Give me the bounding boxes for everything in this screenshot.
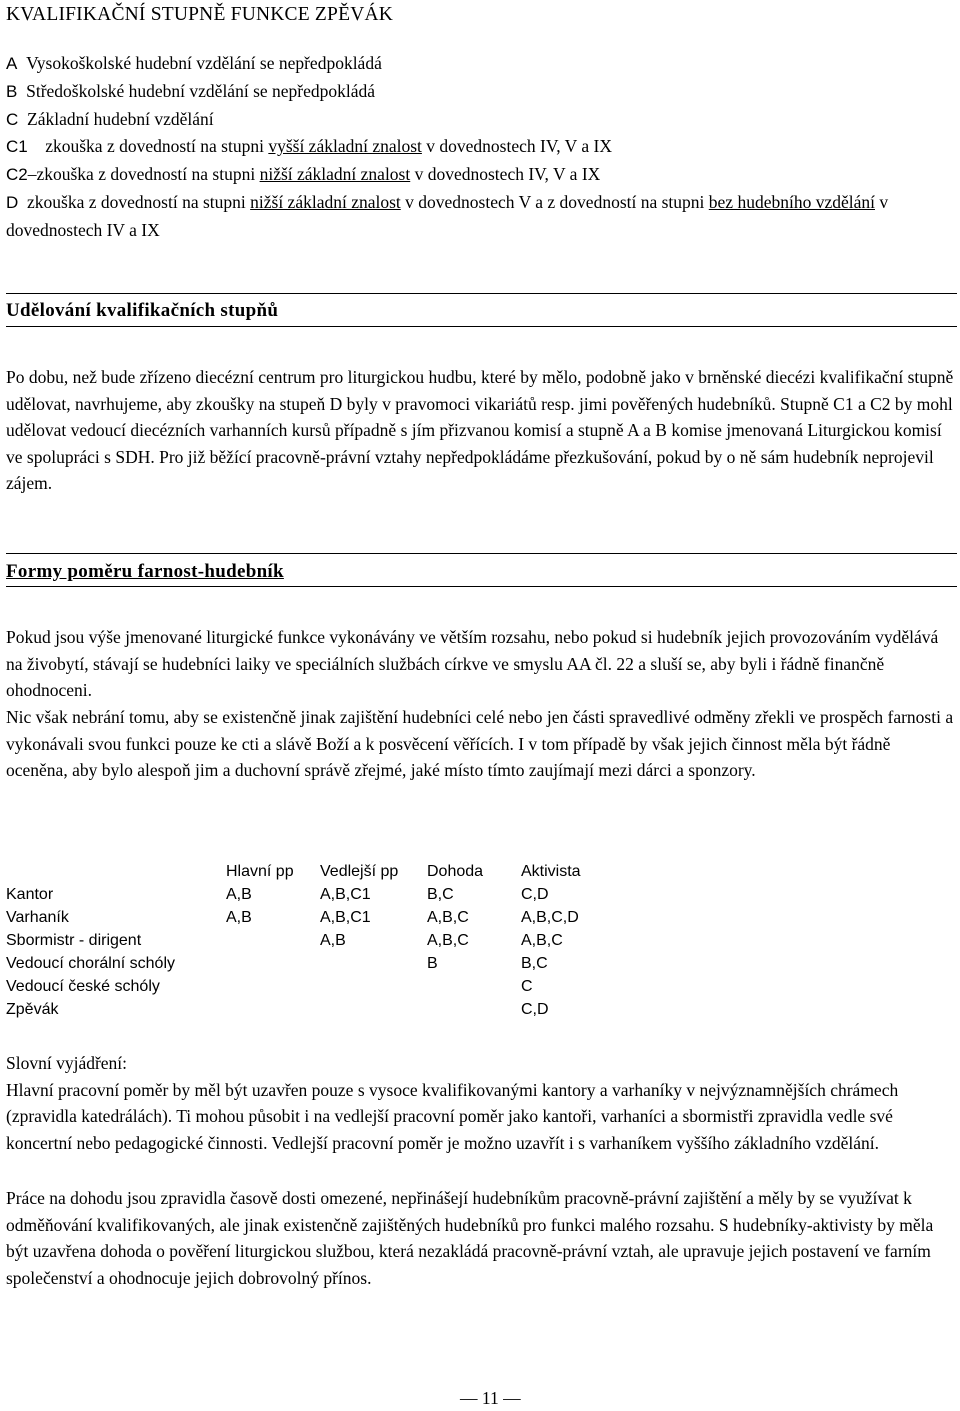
level-code: B (6, 81, 18, 101)
table-cell: A,B (320, 931, 346, 949)
level-text-post: v dovednostech IV, V a IX (410, 164, 601, 185)
table-cell: C,D (521, 1000, 549, 1018)
table-cell: Sbormistr - dirigent (6, 931, 142, 949)
table-header-cell: Vedlejší pp (320, 862, 399, 880)
verbal-heading: Slovní vyjádření: (6, 1053, 128, 1073)
level-text-pre: zkouška z dovedností na stupni (45, 136, 269, 157)
table-cell: A,B (226, 908, 252, 926)
table-cell (320, 952, 427, 975)
level-code: A (6, 54, 18, 73)
table-cell: A,B,C (427, 908, 469, 926)
level-text: Vysokoškolské hudební vzdělání se nepředpokládá (26, 53, 382, 73)
table-row (6, 998, 621, 1021)
table-cell: B,C (427, 885, 454, 903)
page-number-value: 11 (481, 1388, 499, 1408)
section-heading-forms-text: Formy poměru farnost-hudebník (6, 561, 284, 582)
level-text-post: v dovednostech IV a IX (6, 191, 889, 240)
level-c1 (6, 133, 954, 161)
table-header-row (6, 860, 621, 883)
forms-paragraph-2: Nic však nebrání tomu, aby se existenčně jinak zajištění hudebníci celé nebo jen části spravedlivé odměny zřekli ve prospěch farnosti a vykonávali svou funkci pouze ke cti a slávě Boží a k posvěcení věřících. I v tom případě by však jejich činnost měla být řádně oceněna, aby bylo alespoň jim a duchovní správě zřejmé, jaké místo tímto zaujímají mezi dárci a sponzory. (6, 707, 954, 781)
level-code: C (6, 109, 19, 129)
level-code: C1 (6, 137, 28, 157)
level-text: Středoškolské hudební vzdělání se nepředpokládá (26, 80, 376, 101)
table-row (6, 952, 621, 975)
table-cell: Kantor (6, 885, 54, 903)
level-text-underlined: nižší základní znalost (250, 191, 401, 212)
table-cell: Varhaník (6, 908, 69, 926)
table-row (6, 929, 621, 952)
level-a (6, 50, 954, 78)
table-cell (226, 975, 320, 998)
level-text-post: v dovednostech IV, V a IX (421, 136, 612, 157)
verbal-paragraph-2: Práce na dohodu jsou zpravidla časově dosti omezené, nepřinášejí hudebníkům pracovně-právní zajištění a měly by se využívat k odměňování kvalifikovaných, ale jinak existenčně zajištěných hudebníků pro funkci malého rozsahu. S hudebníky-aktivisty by měla být uzavřena dohoda o pověření liturgickou službou, která nezakládá pracovně-právní vztah, ale upravuje jejich postavení ve farním společenství a ohodnocuje jejich dobrovolný přínos. (6, 1188, 934, 1288)
table-cell: Zpěvák (6, 1000, 59, 1018)
level-code: C2 (6, 165, 28, 185)
table-cell (427, 998, 521, 1021)
level-c (6, 106, 954, 134)
table-cell: A,B,C,D (521, 908, 579, 926)
verbal-paragraph-1: Hlavní pracovní poměr by měl být uzavřen pouze s vysoce kvalifikovanými kantory a varhaníky v nejvýznamnějších chrámech (zpravidla katedrálách). Ti mohou působit i na vedlejší pracovní poměr jako kantoři, varhaníci a sbormistři zpravidla vedle své koncertní nebo pedagogické činnosti. Vedlejší pracovní poměr je možno uzavřít i s varhaníkem vyššího základního vzdělání. (6, 1079, 899, 1153)
table-cell: A,B,C1 (320, 908, 371, 926)
table-cell (226, 929, 320, 952)
page-number: — 11 — (460, 1388, 521, 1408)
document-title: KVALIFIKAČNÍ STUPNĚ FUNKCE ZPĚVÁK (6, 4, 394, 25)
table-cell: B,C (521, 954, 548, 972)
forms-paragraph-1: Pokud jsou výše jmenované liturgické funkce vykonávány ve větším rozsahu, nebo pokud si hudebník jejich provozováním vydělává na živobytí, stávají se hudebníci laiky ve speciálních službách církve ve smyslu AA čl. 22 a sluší se, aby byli i řádně finančně ohodnoceni. (6, 627, 939, 701)
table-header-cell: Aktivista (521, 862, 581, 880)
level-text-mid: v dovednostech V a z dovedností na stupni (400, 191, 709, 212)
table-cell (226, 998, 320, 1021)
level-b (6, 78, 954, 106)
table-cell (226, 952, 320, 975)
table-row (6, 975, 621, 998)
table-cell (320, 975, 427, 998)
level-text-pre: –zkouška z dovedností na stupni (27, 164, 260, 185)
table-header-cell: Dohoda (427, 862, 484, 880)
level-c2 (6, 161, 954, 189)
table-cell: Vedoucí české schóly (6, 977, 160, 995)
level-d (6, 189, 954, 244)
awarding-paragraph: Po dobu, než bude zřízeno diecézní centrum pro liturgickou hudbu, které by mělo, podobně jako v brněnské diecézi kvalifikační stupně udělovat, navrhujeme, aby zkoušky na stupeň D byly v pravomoci vikariátů resp. jimi pověřených hudebníků. Stupně C1 a C2 by mohl udělovat vedoucí diecézních varhanních kursů případně s jím přizvanou komisí a stupně A a B komise jmenovaná Liturgickou komisí ve spolupráci s SDH. Pro již běžící pracovně-právní vztahy nepředpokládáme přezkušování, pokud by o ně sám hudebník neprojevil zájem. (6, 367, 954, 494)
table-cell (320, 998, 427, 1021)
table-row (6, 883, 621, 906)
table-header-cell (6, 860, 226, 883)
verbal-section (6, 1050, 954, 1156)
table-cell (427, 975, 521, 998)
table-row (6, 906, 621, 929)
section-heading-forms (6, 553, 957, 587)
level-text: Základní hudební vzdělání (27, 108, 214, 129)
level-text-underlined-2: bez hudebního vzdělání (708, 191, 875, 212)
table-cell: C (521, 977, 533, 995)
table-cell: A,B,C (427, 931, 469, 949)
qualification-levels-list (6, 50, 954, 244)
table-header-cell: Hlavní pp (226, 862, 294, 880)
table-cell: A,B (226, 885, 252, 903)
table-cell: A,B,C1 (320, 885, 371, 903)
level-text-underlined: nižší základní znalost (259, 164, 411, 185)
level-text-underlined: vyšší základní znalost (268, 136, 422, 157)
level-text-pre: zkouška z dovedností na stupni (27, 191, 251, 212)
section-heading-awarding: Udělování kvalifikačních stupňů (6, 293, 957, 327)
table-cell: B (427, 954, 438, 972)
table-cell: C,D (521, 885, 549, 903)
table-cell: Vedoucí chorální schóly (6, 954, 175, 972)
level-code: D (6, 192, 19, 212)
employment-forms-table (6, 860, 621, 1021)
table-cell: A,B,C (521, 931, 563, 949)
